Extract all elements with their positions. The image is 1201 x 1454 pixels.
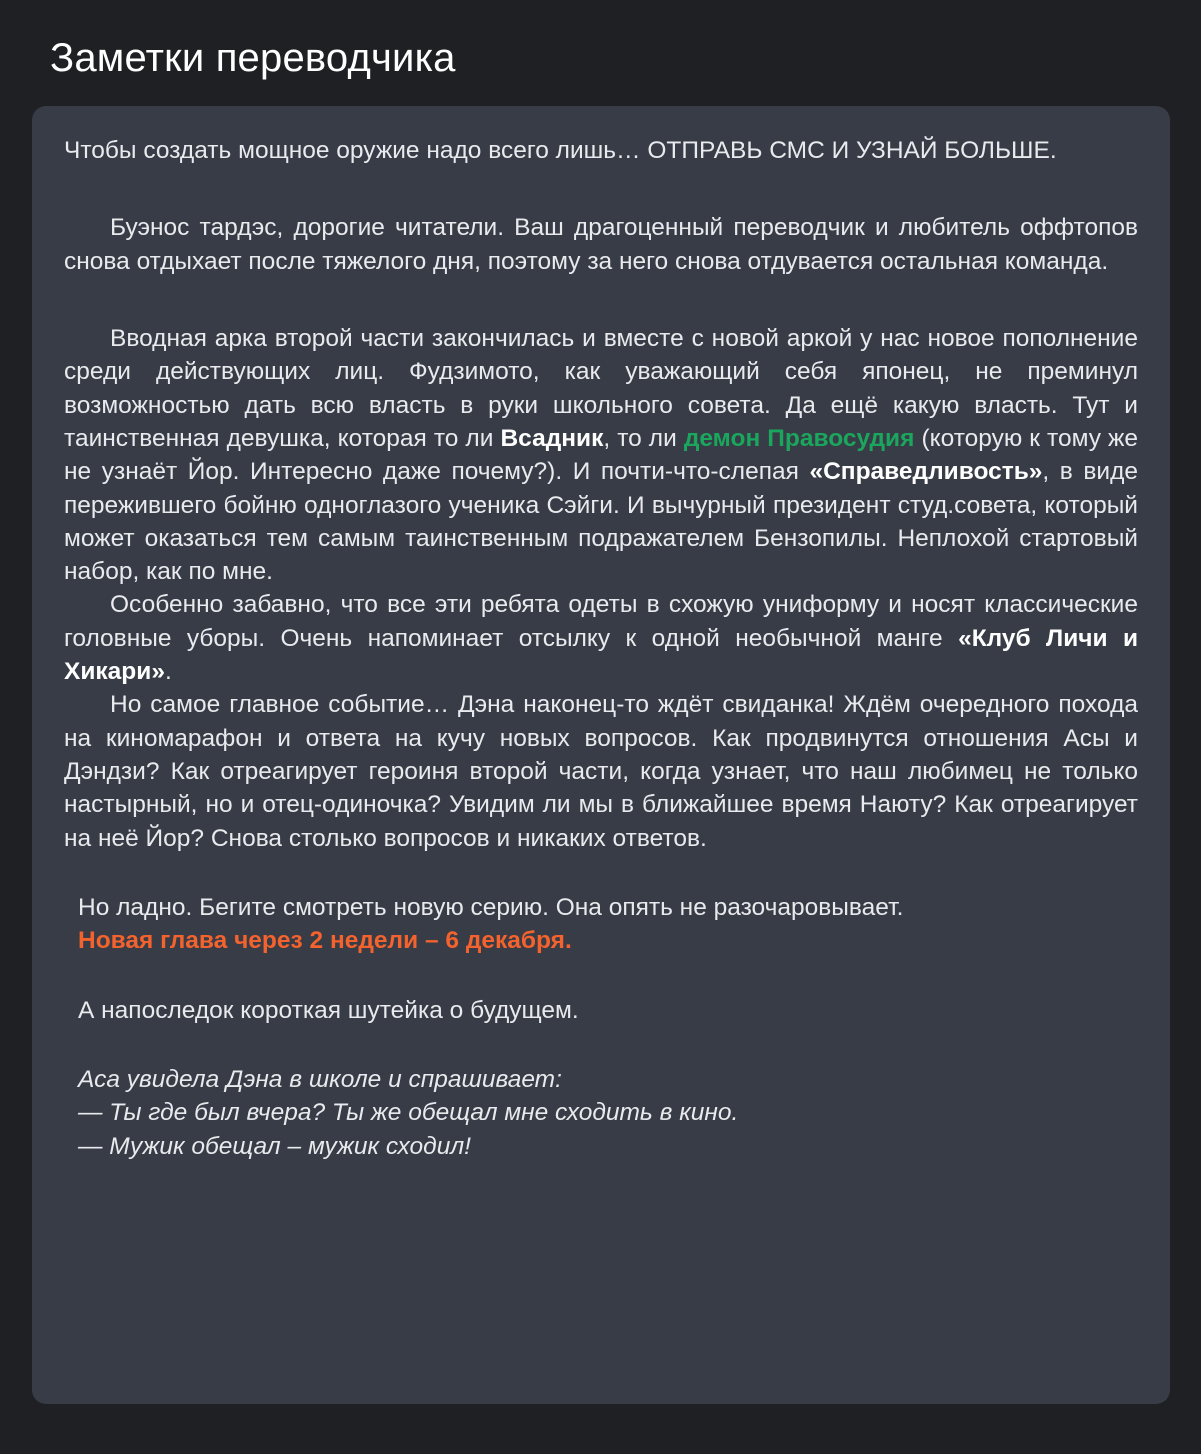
joke-line-2: — Ты где был вчера? Ты же обещал мне сходить в кино. bbox=[78, 1099, 739, 1127]
date-paragraph bbox=[64, 688, 1138, 855]
greeting-paragraph bbox=[64, 211, 1138, 278]
manga-title-bold-text: «Клуб Личи и Хикари» bbox=[64, 624, 1139, 686]
teaser-paragraph: Чтобы создать мощное оружие надо всего лишь… ОТПРАВЬ СМС И УЗНАЙ БОЛЬШЕ. bbox=[64, 137, 1057, 164]
joke-intro-block bbox=[64, 994, 1138, 1027]
spacer bbox=[64, 278, 1138, 322]
joke-block bbox=[64, 1063, 1138, 1163]
spacer bbox=[64, 1027, 1138, 1063]
next-chapter-announcement: Новая глава через 2 недели – 6 декабря. bbox=[78, 927, 572, 955]
arc-text-part3: (которую к тому же не узнаёт Йор. Интересно даже почему?). И почти-что-слепая bbox=[64, 424, 1139, 486]
arc-text-part4: , в виде пережившего бойню одноглазого ученика Сэйги. И вычурный президент студ.совета, который может оказаться тем самым таинственным подражателем Бензопилы. Неплохой стартовый набор, как по мне. bbox=[64, 458, 1138, 586]
spacer bbox=[64, 855, 1138, 891]
uniform-text-part2: . bbox=[164, 658, 172, 686]
date-text: Но самое главное событие… Дэна наконец-то ждёт свиданка! Ждём очередного похода на киномарафон и ответа на кучу новых вопросов. Как продвинутся отношения Асы и Дэндзи? Как отреагирует героиня второй части, когда узнает, что наш любимец не только настырный, но и отец-одиночка? Увидим ли мы в ближайшее время Наюту? Как отреагирует на неё Йор? Снова столько вопросов и никаких ответов. bbox=[64, 691, 1138, 852]
closing-line: Но ладно. Бегите смотреть новую серию. Она опять не разочаровывает. bbox=[78, 893, 904, 921]
spacer bbox=[64, 958, 1138, 994]
closing-block bbox=[64, 891, 1138, 958]
joke-line-1: Аса увидела Дэна в школе и спрашивает: bbox=[78, 1065, 562, 1093]
justice-bold-text: «Справедливость» bbox=[809, 458, 1043, 486]
uniform-paragraph bbox=[64, 588, 1138, 688]
page-title: Заметки переводчика bbox=[50, 36, 456, 80]
notes-body bbox=[64, 134, 1138, 1163]
uniform-text-part1: Особенно забавно, что все эти ребята одеты в схожую униформу и носят классические головные уборы. Очень напоминает отсылку к одной необычной манге bbox=[64, 591, 1138, 652]
notes-card bbox=[32, 106, 1170, 1404]
arc-text-part2: , то ли bbox=[603, 424, 684, 452]
arc-text-part1: Вводная арка второй части закончилась и вместе с новой аркой у нас новое пополнение среди действующих лиц. Фудзимото, как уважающий себя японец, не преминул возможностью дать всю власть в руки школьного совета. Да ещё какую власть. Тут и таинственная девушка, которая то ли bbox=[64, 324, 1138, 452]
joke-intro: А напоследок короткая шутейка о будущем. bbox=[78, 996, 579, 1024]
demon-of-justice-highlight: демон Правосудия bbox=[683, 424, 915, 452]
horseman-bold-text: Всадник bbox=[500, 424, 604, 452]
joke-line-3: — Мужик обещал – мужик сходил! bbox=[78, 1132, 471, 1160]
arc-paragraph bbox=[64, 322, 1138, 589]
spacer bbox=[64, 167, 1138, 211]
greeting-text: Буэнос тардэс, дорогие читатели. Ваш драгоценный переводчик и любитель оффтопов снова отдыхает после тяжелого дня, поэтому за него снова отдувается остальная команда. bbox=[64, 214, 1138, 275]
